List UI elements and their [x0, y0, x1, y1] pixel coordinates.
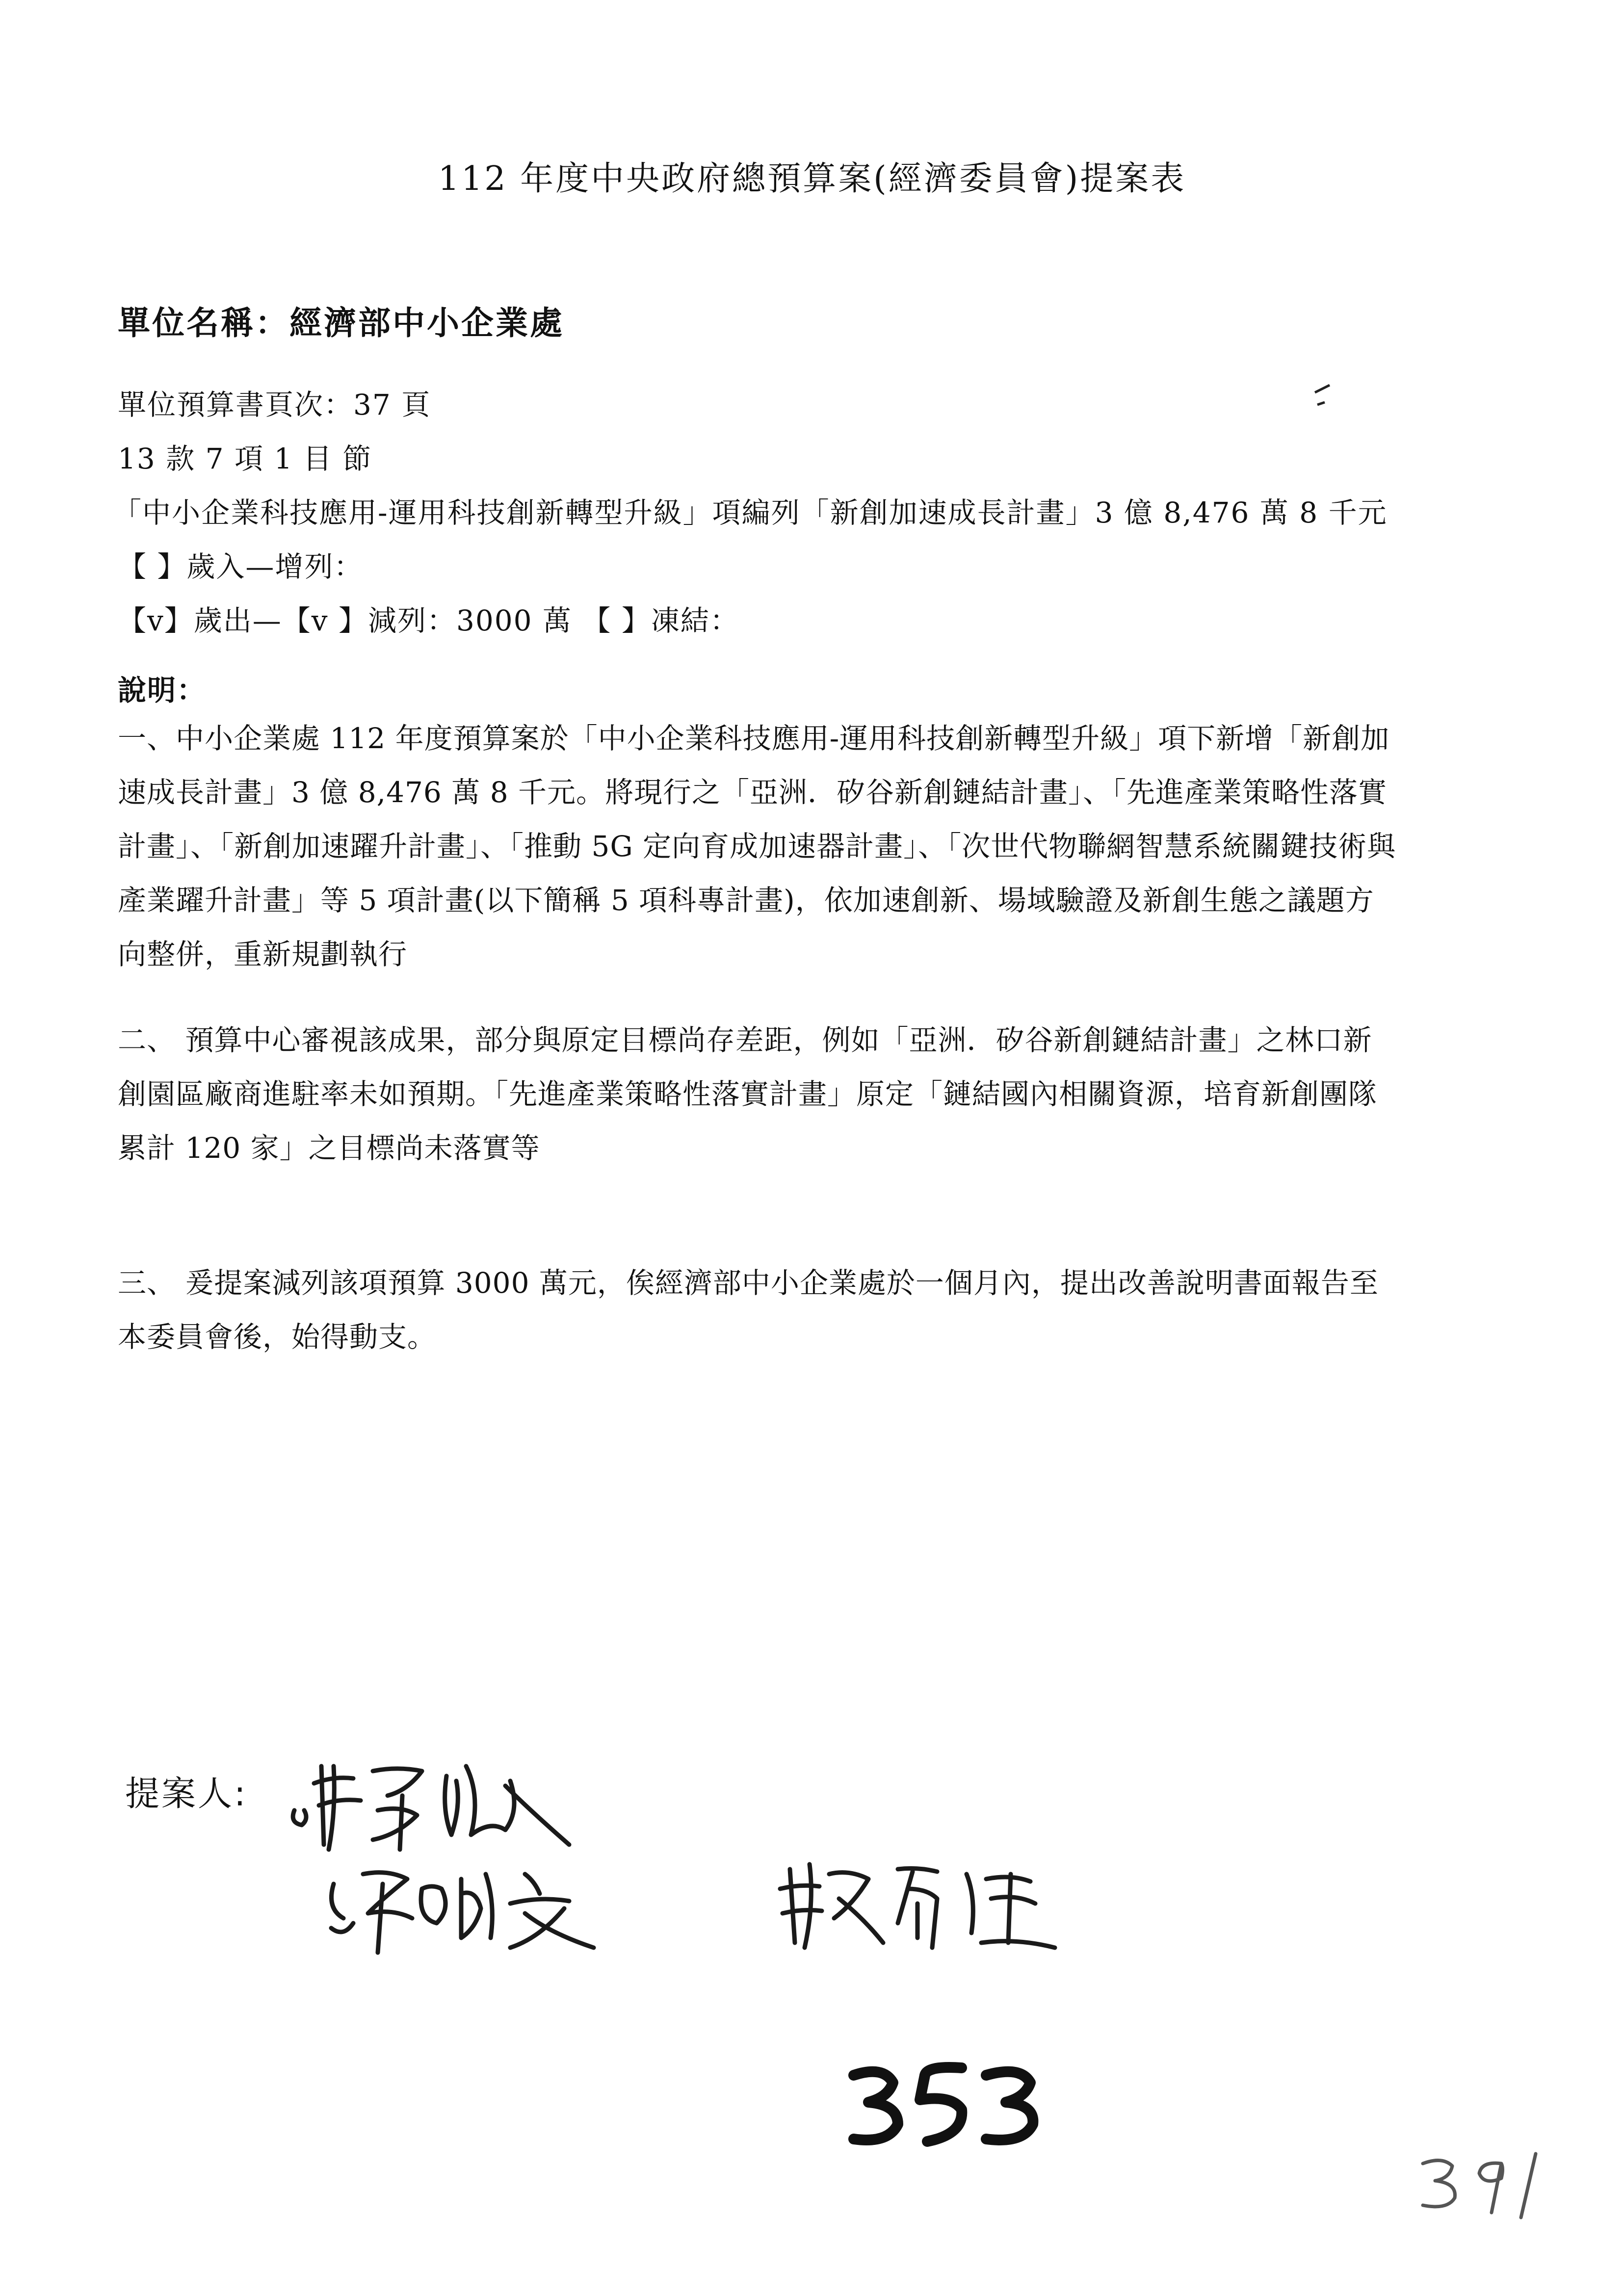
handwritten-signature-3: [770, 1845, 1074, 1962]
budget-item-line: 13 款 7 項 1 目 節: [118, 442, 372, 475]
explanation-paragraph: [118, 1256, 1555, 1364]
explanation-heading: 說明：: [118, 674, 207, 707]
paragraph-line: 三、 爰提案減列該項預算 3000 萬元，俟經濟部中小企業處於一個月內，提出改善說明書面報告至: [118, 1266, 1379, 1300]
paragraph-line: 累計 120 家」之目標尚未落實等: [118, 1131, 540, 1165]
unit-name: 單位名稱：經濟部中小企業處: [118, 304, 564, 342]
paragraph-line: 二、 預算中心審視該成果，部分與原定目標尚存差距，例如「亞洲．矽谷新創鏈結計畫」之林口新: [118, 1023, 1372, 1057]
proposer-label: 提案人:: [125, 1774, 248, 1814]
budget-page-line: 單位預算書頁次：37 頁: [118, 388, 431, 421]
handwritten-number-391: [1413, 2144, 1560, 2222]
paragraph-line: 向整併，重新規劃執行: [118, 938, 408, 971]
paragraph-line: 計畫」、「新創加速躍升計畫」、「推動 5G 定向育成加速器計畫」、「次世代物聯網智慧系統關鍵技術與: [118, 830, 1396, 863]
document-title: 112 年度中央政府總預算案(經濟委員會)提案表: [438, 159, 1186, 198]
paragraph-line: 創園區廠商進駐率未如預期。「先進產業策略性落實計畫」原定「鏈結國內相關資源，培育新創團隊: [118, 1077, 1378, 1111]
expenditure-reduce-line: 【v】歲出—【v 】減列：3000 萬 【 】凍結：: [118, 604, 739, 637]
paragraph-line: 一、中小企業處 112 年度預算案於「中小企業科技應用-運用科技創新轉型升級」項下新增「新創加: [118, 722, 1390, 755]
budget-program-line: 「中小企業科技應用-運用科技創新轉型升級」項編列「新創加速成長計畫」3 億 8,476 萬 8 千元: [113, 496, 1388, 529]
budget-meta-block: [113, 378, 1531, 648]
handwritten-signature-2: [319, 1854, 623, 1962]
paragraph-line: 速成長計畫」3 億 8,476 萬 8 千元。將現行之「亞洲．矽谷新創鏈結計畫」、「先進產業策略性落實: [118, 776, 1388, 809]
scan-mark: [1310, 383, 1339, 412]
handwritten-number-353: [839, 2056, 1045, 2154]
paragraph-line: 產業躍升計畫」等 5 項計畫(以下簡稱 5 項科專計畫)，依加速創新、場域驗證及新創生態之議題方: [118, 884, 1374, 917]
explanation-paragraph: [118, 1013, 1555, 1175]
revenue-increase-line: 【 】歲入—增列：: [118, 550, 364, 583]
paragraph-line: 本委員會後，始得動支。: [118, 1320, 437, 1354]
explanation-paragraph: [118, 711, 1555, 981]
handwritten-signature-1: [275, 1737, 599, 1864]
